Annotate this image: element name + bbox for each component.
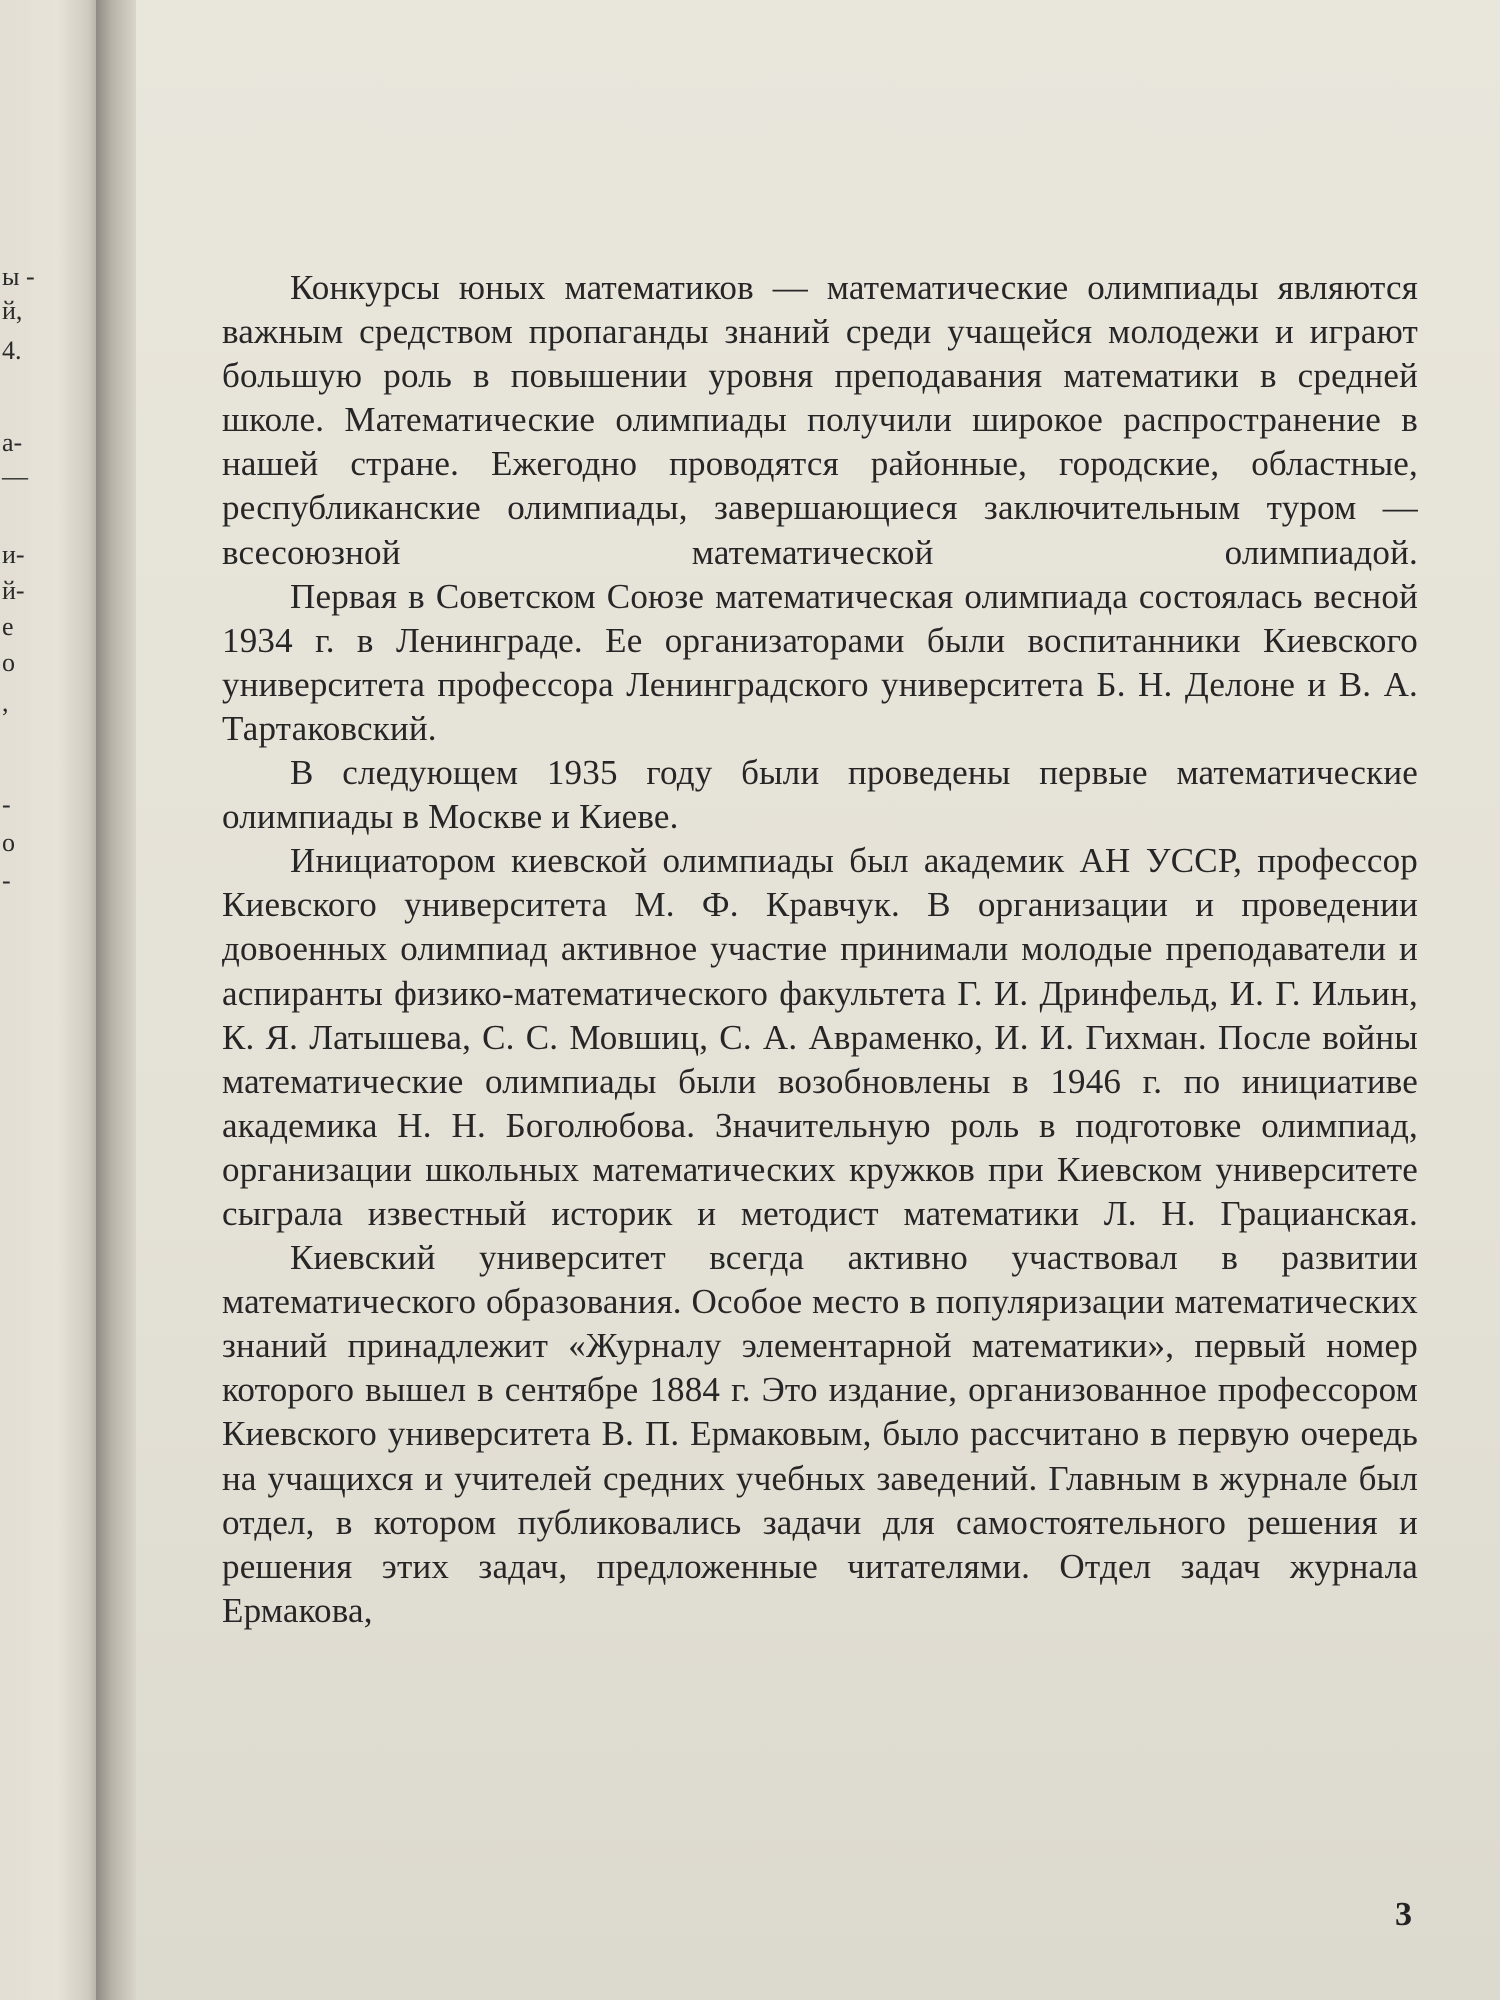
left-fragment: а-: [2, 428, 23, 457]
paragraph: В следующем 1935 году были проведены первые математические олимпиады в Москве и Киеве.: [222, 753, 1418, 837]
left-fragment: 4.: [2, 336, 22, 365]
paragraph: Киевский университет всегда активно участвовал в развитии математического образования. Особое место в популяризации математических знаний принадлежит «Журналу элементарной математики», первый номер которого вышел в сентябре 1884 г. Это издание, организованное профессором Киевского университета В. П. Ермаковым, было рассчитано в первую очередь на учащихся и учителей средних учебных заведений. Главным в журнале был отдел, в котором публиковались задачи для самостоятельного решения и решения этих задач, предложенные читателями. Отдел задач журнала Ермакова,: [222, 1238, 1418, 1630]
left-fragment: ,: [2, 688, 9, 717]
body-text: [222, 266, 1418, 1633]
left-fragment: й-: [2, 576, 25, 605]
paragraph: Конкурсы юных математиков — математические олимпиады являются важным средством пропаганды знаний среди учащейся молодежи и играют большую роль в повышении уровня преподавания математики в средней школе. Математические олимпиады получили широкое распространение в нашей стране. Ежегодно проводятся районные, городские, областные, республиканские олимпиады, завершающиеся заключительным туром — всесоюзной математической олимпиадой.: [222, 268, 1418, 572]
left-fragment: -: [2, 790, 11, 819]
book-gutter: [96, 0, 136, 2000]
left-fragment: е: [2, 612, 14, 641]
left-fragment: —: [2, 462, 28, 491]
left-fragment: -: [2, 866, 11, 895]
page-number: 3: [1395, 1896, 1412, 1933]
left-page-text-fragments: [0, 0, 96, 2000]
paragraph: Первая в Советском Союзе математическая олимпиада состоялась весной 1934 г. в Ленинграде. Ее организаторами были воспитанники Киевского университета профессора Ленинградского университета Б. Н. Делоне и В. А. Тартаковский.: [222, 576, 1418, 748]
left-fragment: ы -: [2, 262, 35, 291]
left-fragment: о: [2, 828, 15, 857]
left-fragment: о: [2, 648, 15, 677]
paragraph: Инициатором киевской олимпиады был академик АН УССР, профессор Киевского университета М. Ф. Кравчук. В организации и проведении довоенных олимпиад активное участие принимали молодые преподаватели и аспиранты физико-математического факультета Г. И. Дринфельд, И. Г. Ильин, К. Я. Латышева, С. С. Мовшиц, С. А. Авраменко, И. И. Гихман. После войны математические олимпиады были возобновлены в 1946 г. по инициативе академика Н. Н. Боголюбова. Значительную роль в подготовке олимпиад, организации школьных математических кружков при Киевском университете сыграла известный историк и методист математики Л. Н. Грацианская.: [222, 841, 1418, 1233]
left-fragment: и-: [2, 540, 25, 569]
left-fragment: й,: [2, 296, 23, 325]
